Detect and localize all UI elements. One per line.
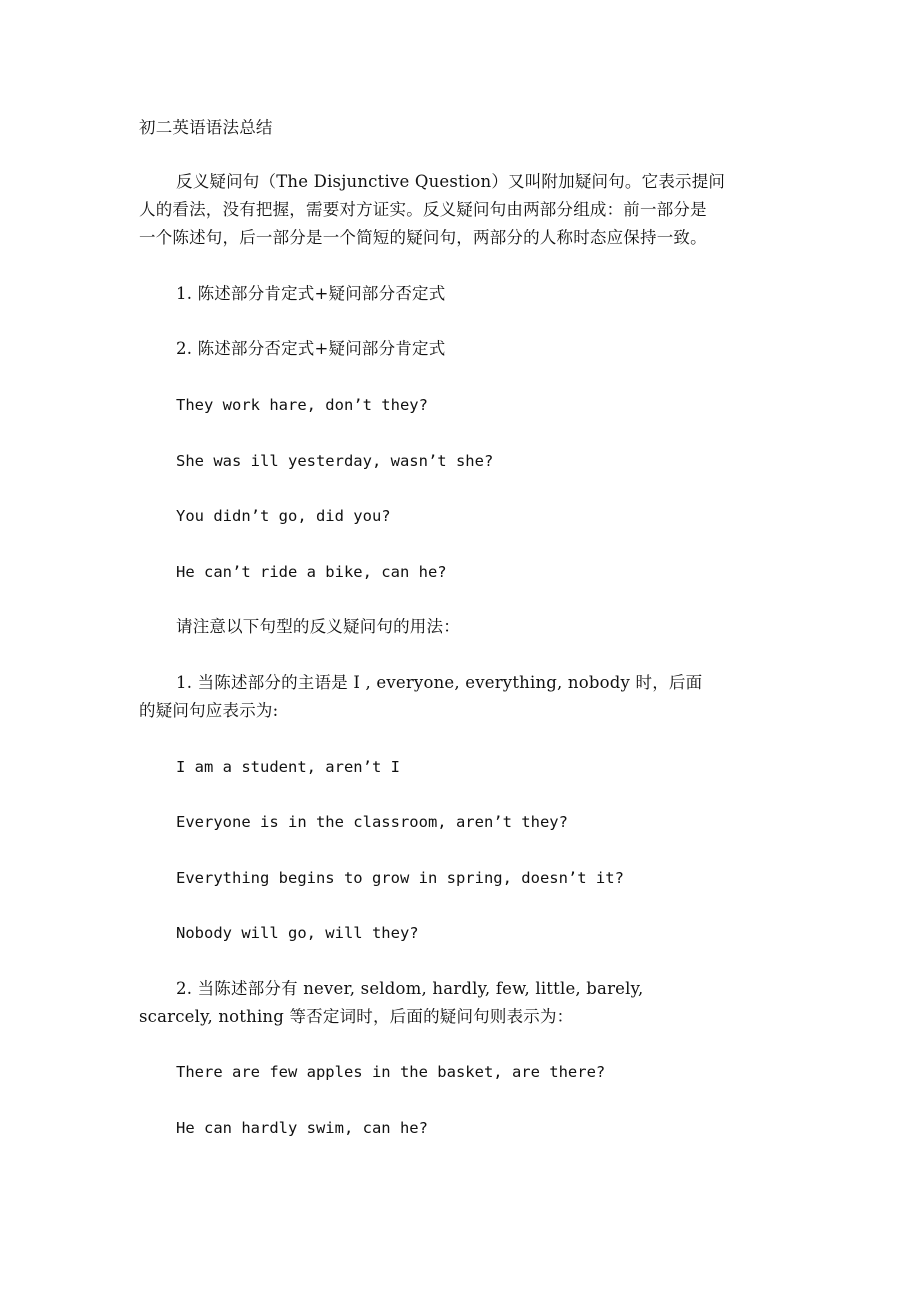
rule-1-line-2: 的疑问句应表示为: [139,701,279,720]
note-heading: 请注意以下句型的反义疑问句的用法： [176,617,460,636]
example-sentence: Nobody will go, will they? [176,924,419,942]
document-title: 初二英语语法总结 [139,118,273,137]
example-sentence: Everything begins to grow in spring, doesn’t it? [176,869,624,887]
example-sentence: There are few apples in the basket, are there? [176,1063,606,1081]
example-sentence: You didn’t go, did you? [176,507,391,525]
intro-line-3: 一个陈述句，后一部分是一个简短的疑问句，两部分的人称时态应保持一致。 [139,228,707,247]
rule-2-line-2: scarcely, nothing 等否定词时，后面的疑问句则表示为： [139,1007,574,1026]
intro-line-2: 人的看法，没有把握，需要对方证实。反义疑问句由两部分组成：前一部分是 [139,200,707,219]
type-item-1: 1. 陈述部分肯定式+疑问部分否定式 [176,284,446,303]
intro-line-1: 反义疑问句（The Disjunctive Question）又叫附加疑问句。它表示提问 [176,172,726,191]
example-sentence: Everyone is in the classroom, aren’t they? [176,813,568,831]
rule-1-line-1: 1. 当陈述部分的主语是 I , everyone, everything, nobody 时，后面 [176,673,703,692]
example-sentence: I am a student, aren’t I [176,758,400,776]
rule-2-line-1: 2. 当陈述部分有 never, seldom, hardly, few, little, barely, [176,979,644,998]
example-sentence: He can hardly swim, can he? [176,1119,428,1137]
example-sentence: He can’t ride a bike, can he? [176,563,447,581]
example-sentence: She was ill yesterday, wasn’t she? [176,452,494,470]
type-item-2: 2. 陈述部分否定式+疑问部分肯定式 [176,339,446,358]
example-sentence: They work hare, don’t they? [176,396,428,414]
